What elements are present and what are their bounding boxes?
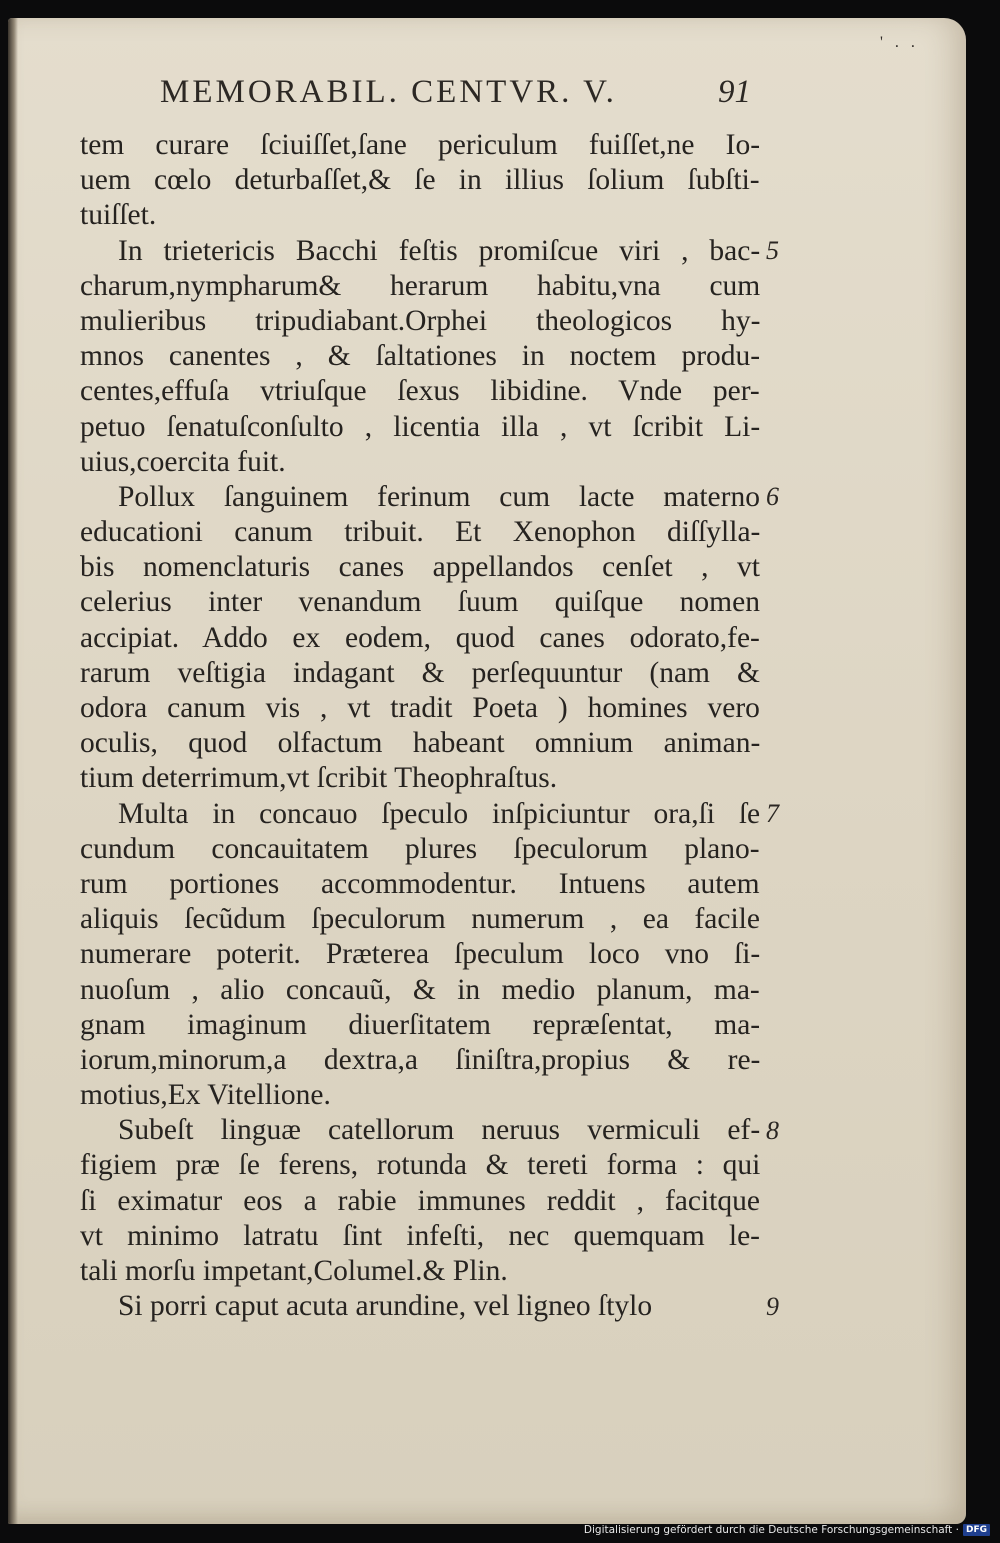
paragraph xyxy=(80,128,760,234)
running-head xyxy=(160,58,760,108)
text-block xyxy=(80,128,760,1324)
corner-mark: ' . . xyxy=(880,34,919,51)
paragraph xyxy=(80,797,760,1114)
text-line: Subeſt linguæ catellorum neruus vermiculi ef- xyxy=(118,1114,761,1147)
paragraph xyxy=(80,480,760,797)
text-line: motius,Ex Vitellione. xyxy=(80,1079,331,1112)
paragraph xyxy=(80,1113,760,1289)
text-line: gnam imaginum diuerſitatem repræſentat, ma- xyxy=(80,1008,761,1041)
text-line: uius,coercita fuit. xyxy=(80,445,286,478)
text-line: mnos canentes , & ſaltationes in noctem produ- xyxy=(80,340,761,373)
text-line: oculis, quod olfactum habeant omnium animan- xyxy=(80,727,761,760)
text-line: tali morſu impetant,Columel.& Plin. xyxy=(80,1255,508,1287)
text-line: tium deterrimum,vt ſcribit Theophraſtus. xyxy=(80,762,558,795)
margin-section-number: 9 xyxy=(766,1291,779,1321)
text-line: celerius inter venandum ſuum quiſque nomen xyxy=(80,586,760,619)
footer-credit: Digitalisierung gefördert durch die Deutsche Forschungsgemeinschaft · xyxy=(583,1524,959,1536)
text-line: centes,effuſa vtriuſque ſexus libidine. Vnde per- xyxy=(80,375,760,408)
footer xyxy=(584,1523,990,1537)
text-line: ſi eximatur eos a rabie immunes reddit , facitque xyxy=(80,1184,760,1217)
running-title: MEMORABIL. CENTVR. V. xyxy=(160,74,617,110)
text-line: figiem præ ſe ferens, rotunda & tereti forma : qui xyxy=(80,1149,761,1182)
text-line: rum portiones accommodentur. Intuens autem xyxy=(80,867,760,900)
text-line: Si porri caput acuta arundine, vel ligneo ſtylo xyxy=(118,1290,653,1323)
folio-number: 91 xyxy=(718,74,751,110)
paragraph xyxy=(80,234,760,480)
text-line: tem curare ſciuiſſet,ſane periculum fuiſſet,ne Io- xyxy=(80,129,761,161)
text-line: iorum,minorum,a dextra,a ſiniſtra,propius & re- xyxy=(80,1043,761,1076)
text-line: educationi canum tribuit. Et Xenophon diſſylla- xyxy=(80,516,761,549)
text-line: aliquis ſecũdum ſpeculorum numerum , ea facile xyxy=(80,903,760,936)
dfg-logo-icon: DFG xyxy=(963,1524,990,1536)
text-line: cundum concauitatem plures ſpeculorum plano- xyxy=(80,832,760,865)
text-line: uem cœlo deturbaſſet,& ſe in illius ſolium ſubſti- xyxy=(80,164,760,197)
text-line: mulieribus tripudiabant.Orphei theologicos hy- xyxy=(80,304,761,337)
paragraph xyxy=(80,1289,760,1324)
text-line: rarum veſtigia indagant & perſequuntur (nam & xyxy=(80,656,760,689)
text-line: accipiat. Addo ex eodem, quod canes odorato,fe- xyxy=(80,621,760,654)
text-line: nuoſum , alio concauũ, & in medio planum, ma- xyxy=(80,973,760,1006)
text-line: vt minimo latratu ſint infeſti, nec quemquam le- xyxy=(80,1219,760,1252)
text-line: bis nomenclaturis canes appellandos cenſet , vt xyxy=(80,551,760,584)
text-line: petuo ſenatuſconſulto , licentia illa , vt ſcribit Li- xyxy=(80,410,761,443)
margin-section-number: 8 xyxy=(766,1115,779,1145)
text-line: In trietericis Bacchi feſtis promiſcue viri , bac- xyxy=(118,234,761,267)
margin-section-number: 6 xyxy=(766,482,779,511)
text-line: tuiſſet. xyxy=(80,199,157,232)
margin-section-number: 7 xyxy=(766,798,779,828)
margin-section-number: 5 xyxy=(766,235,779,265)
text-line: odora canum vis , vt tradit Poeta ) homines vero xyxy=(80,692,760,724)
text-line: Multa in concauo ſpeculo inſpiciuntur ora,ſi ſe xyxy=(118,797,761,830)
text-line: numerare poterit. Præterea ſpeculum loco vno ſi- xyxy=(80,938,761,971)
text-line: Pollux ſanguinem ferinum cum lacte materno xyxy=(118,480,760,513)
text-line: charum,nympharum& herarum habitu,vna cum xyxy=(80,269,761,302)
page-spine-shadow xyxy=(8,18,18,1524)
